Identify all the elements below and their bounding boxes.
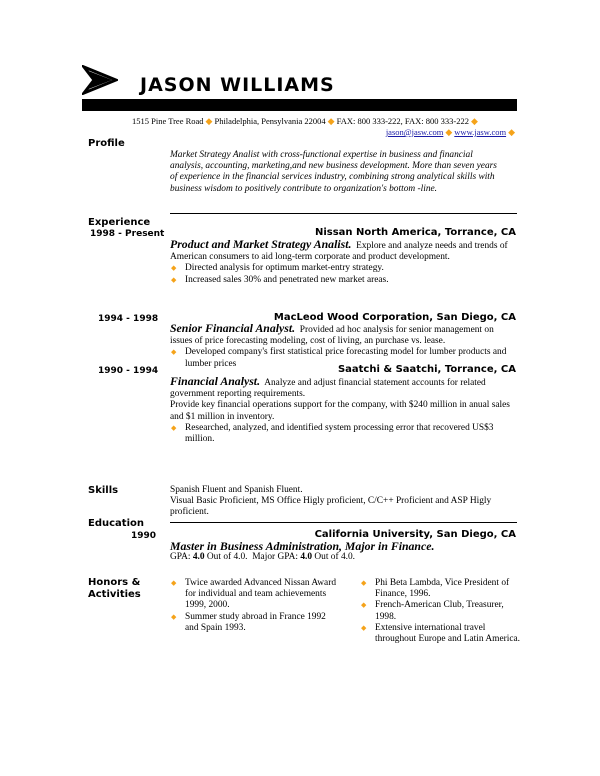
list-item: ◆ Developed company's first statistical price forecasting model for lumber products and lumber prices <box>170 347 515 369</box>
job-bullets <box>170 263 515 285</box>
job-description-extra: Provide key financial operations support for the company, with $240 million in anual sales and $1 million in inventory. <box>170 400 510 422</box>
skills-block <box>170 485 515 519</box>
honors-list-1 <box>170 578 340 634</box>
list-item: ◆ Extensive international travel throughout Europe and Latin America. <box>360 623 520 645</box>
section-label-honors <box>88 577 141 601</box>
list-item: ◆ Increased sales 30% and penetrated new market areas. <box>170 275 515 286</box>
skills-languages: Spanish Fluent and Spanish Fluent. <box>170 485 303 495</box>
job-employer: Saatchi & Saatchi, Torrance, CA <box>337 364 516 375</box>
arrow-bullet-icon <box>82 65 118 95</box>
separator-dot-icon: ◆ <box>205 116 213 126</box>
honors-label-line2: Activities <box>88 589 141 600</box>
education-school: California University, San Diego, CA <box>314 529 516 540</box>
website-link[interactable]: www.jasw.com <box>454 127 507 137</box>
job-block <box>170 376 515 445</box>
honors-column-1 <box>170 578 340 634</box>
job-title: Product and Market Strategy Analist. <box>170 237 352 251</box>
profile-text: Market Strategy Analist with cross-functional expertise in business and financial analysis, accounting, marketing,and new business development. More than seven years of experience in the financial services industry, combining strong analytical skills with business wisdom to positively contribute to organization's bottom -line. <box>170 150 497 194</box>
email-link[interactable]: jason@jasw.com <box>385 127 444 137</box>
job-dates: 1990 - 1994 <box>98 366 159 376</box>
separator-dot-icon: ◆ <box>508 127 515 137</box>
job-title: Senior Financial Analyst. <box>170 321 296 335</box>
gpa-label: GPA: <box>170 552 191 563</box>
separator-dot-icon: ◆ <box>470 116 478 126</box>
job-description: Provided ad hoc analysis for senior management on issues of price forecasting modeling, cost of living, an purchase vs. lease. <box>170 325 494 347</box>
education-dates: 1990 <box>131 531 157 541</box>
address-fax: FAX: 800 333-222, FAX: 800 333-222 <box>336 116 469 126</box>
section-label-experience: Experience <box>88 217 151 228</box>
list-item: ◆ French-American Club, Treasurer, 1998. <box>360 600 520 622</box>
separator-dot-icon: ◆ <box>327 116 335 126</box>
list-item: ◆ Researched, analyzed, and identified system processing error that recovered US$3 million. <box>170 423 515 445</box>
honors-list-2 <box>360 578 520 645</box>
section-label-profile: Profile <box>88 138 125 149</box>
job-bullets <box>170 423 515 445</box>
job-dates: 1998 - Present <box>90 229 165 239</box>
candidate-name: JASON WILLIAMS <box>140 74 335 96</box>
address-street: 1515 Pine Tree Road <box>132 116 204 126</box>
job-employer: MacLeod Wood Corporation, San Diego, CA <box>273 312 516 323</box>
job-description: Explore and analyze needs and trends of American consumers to aid long-term corporate and product development. <box>170 241 508 263</box>
education-gpa <box>170 552 515 563</box>
address-city: Philadelphia, Pensylvania 22004 <box>214 116 326 126</box>
job-block <box>170 239 515 286</box>
education-degree: Master in Business Administration, Major in Finance. <box>170 539 435 553</box>
major-gpa-value: 4.0 <box>300 552 313 563</box>
separator-dot-icon: ◆ <box>445 127 453 137</box>
job-title: Financial Analyst. <box>170 374 261 388</box>
address-line <box>132 116 480 127</box>
major-gpa-suffix: Out of 4.0. <box>314 552 356 563</box>
section-divider <box>170 522 517 523</box>
honors-column-2 <box>360 578 520 645</box>
job-employer: Nissan North America, Torrance, CA <box>314 227 516 238</box>
gpa-suffix: Out of 4.0. <box>206 552 248 563</box>
contact-line <box>386 127 517 138</box>
major-gpa-label: Major GPA: <box>252 552 298 563</box>
header-rule <box>82 99 517 111</box>
section-divider <box>170 213 517 214</box>
section-label-skills: Skills <box>88 485 119 496</box>
list-item: ◆ Twice awarded Advanced Nissan Award for individual and team achievements 1999, 2000. <box>170 578 340 612</box>
job-block <box>170 323 515 370</box>
list-item: ◆ Phi Beta Lambda, Vice President of Finance, 1996. <box>360 578 520 600</box>
job-dates: 1994 - 1998 <box>98 314 159 324</box>
list-item: ◆ Directed analysis for optimum market-entry strategy. <box>170 263 515 274</box>
gpa-value: 4.0 <box>192 552 205 563</box>
skills-technical: Visual Basic Proficient, MS Office Higly proficient, C/C++ Proficient and ASP Higly proficient. <box>170 496 492 518</box>
list-item: ◆ Summer study abroad in France 1992 and Spain 1993. <box>170 612 340 634</box>
education-block <box>170 541 515 563</box>
section-label-education: Education <box>88 518 144 529</box>
honors-label-line1: Honors & <box>88 577 141 588</box>
job-description: Analyze and adjust financial statement accounts for related government reporting requirements. <box>170 378 486 400</box>
